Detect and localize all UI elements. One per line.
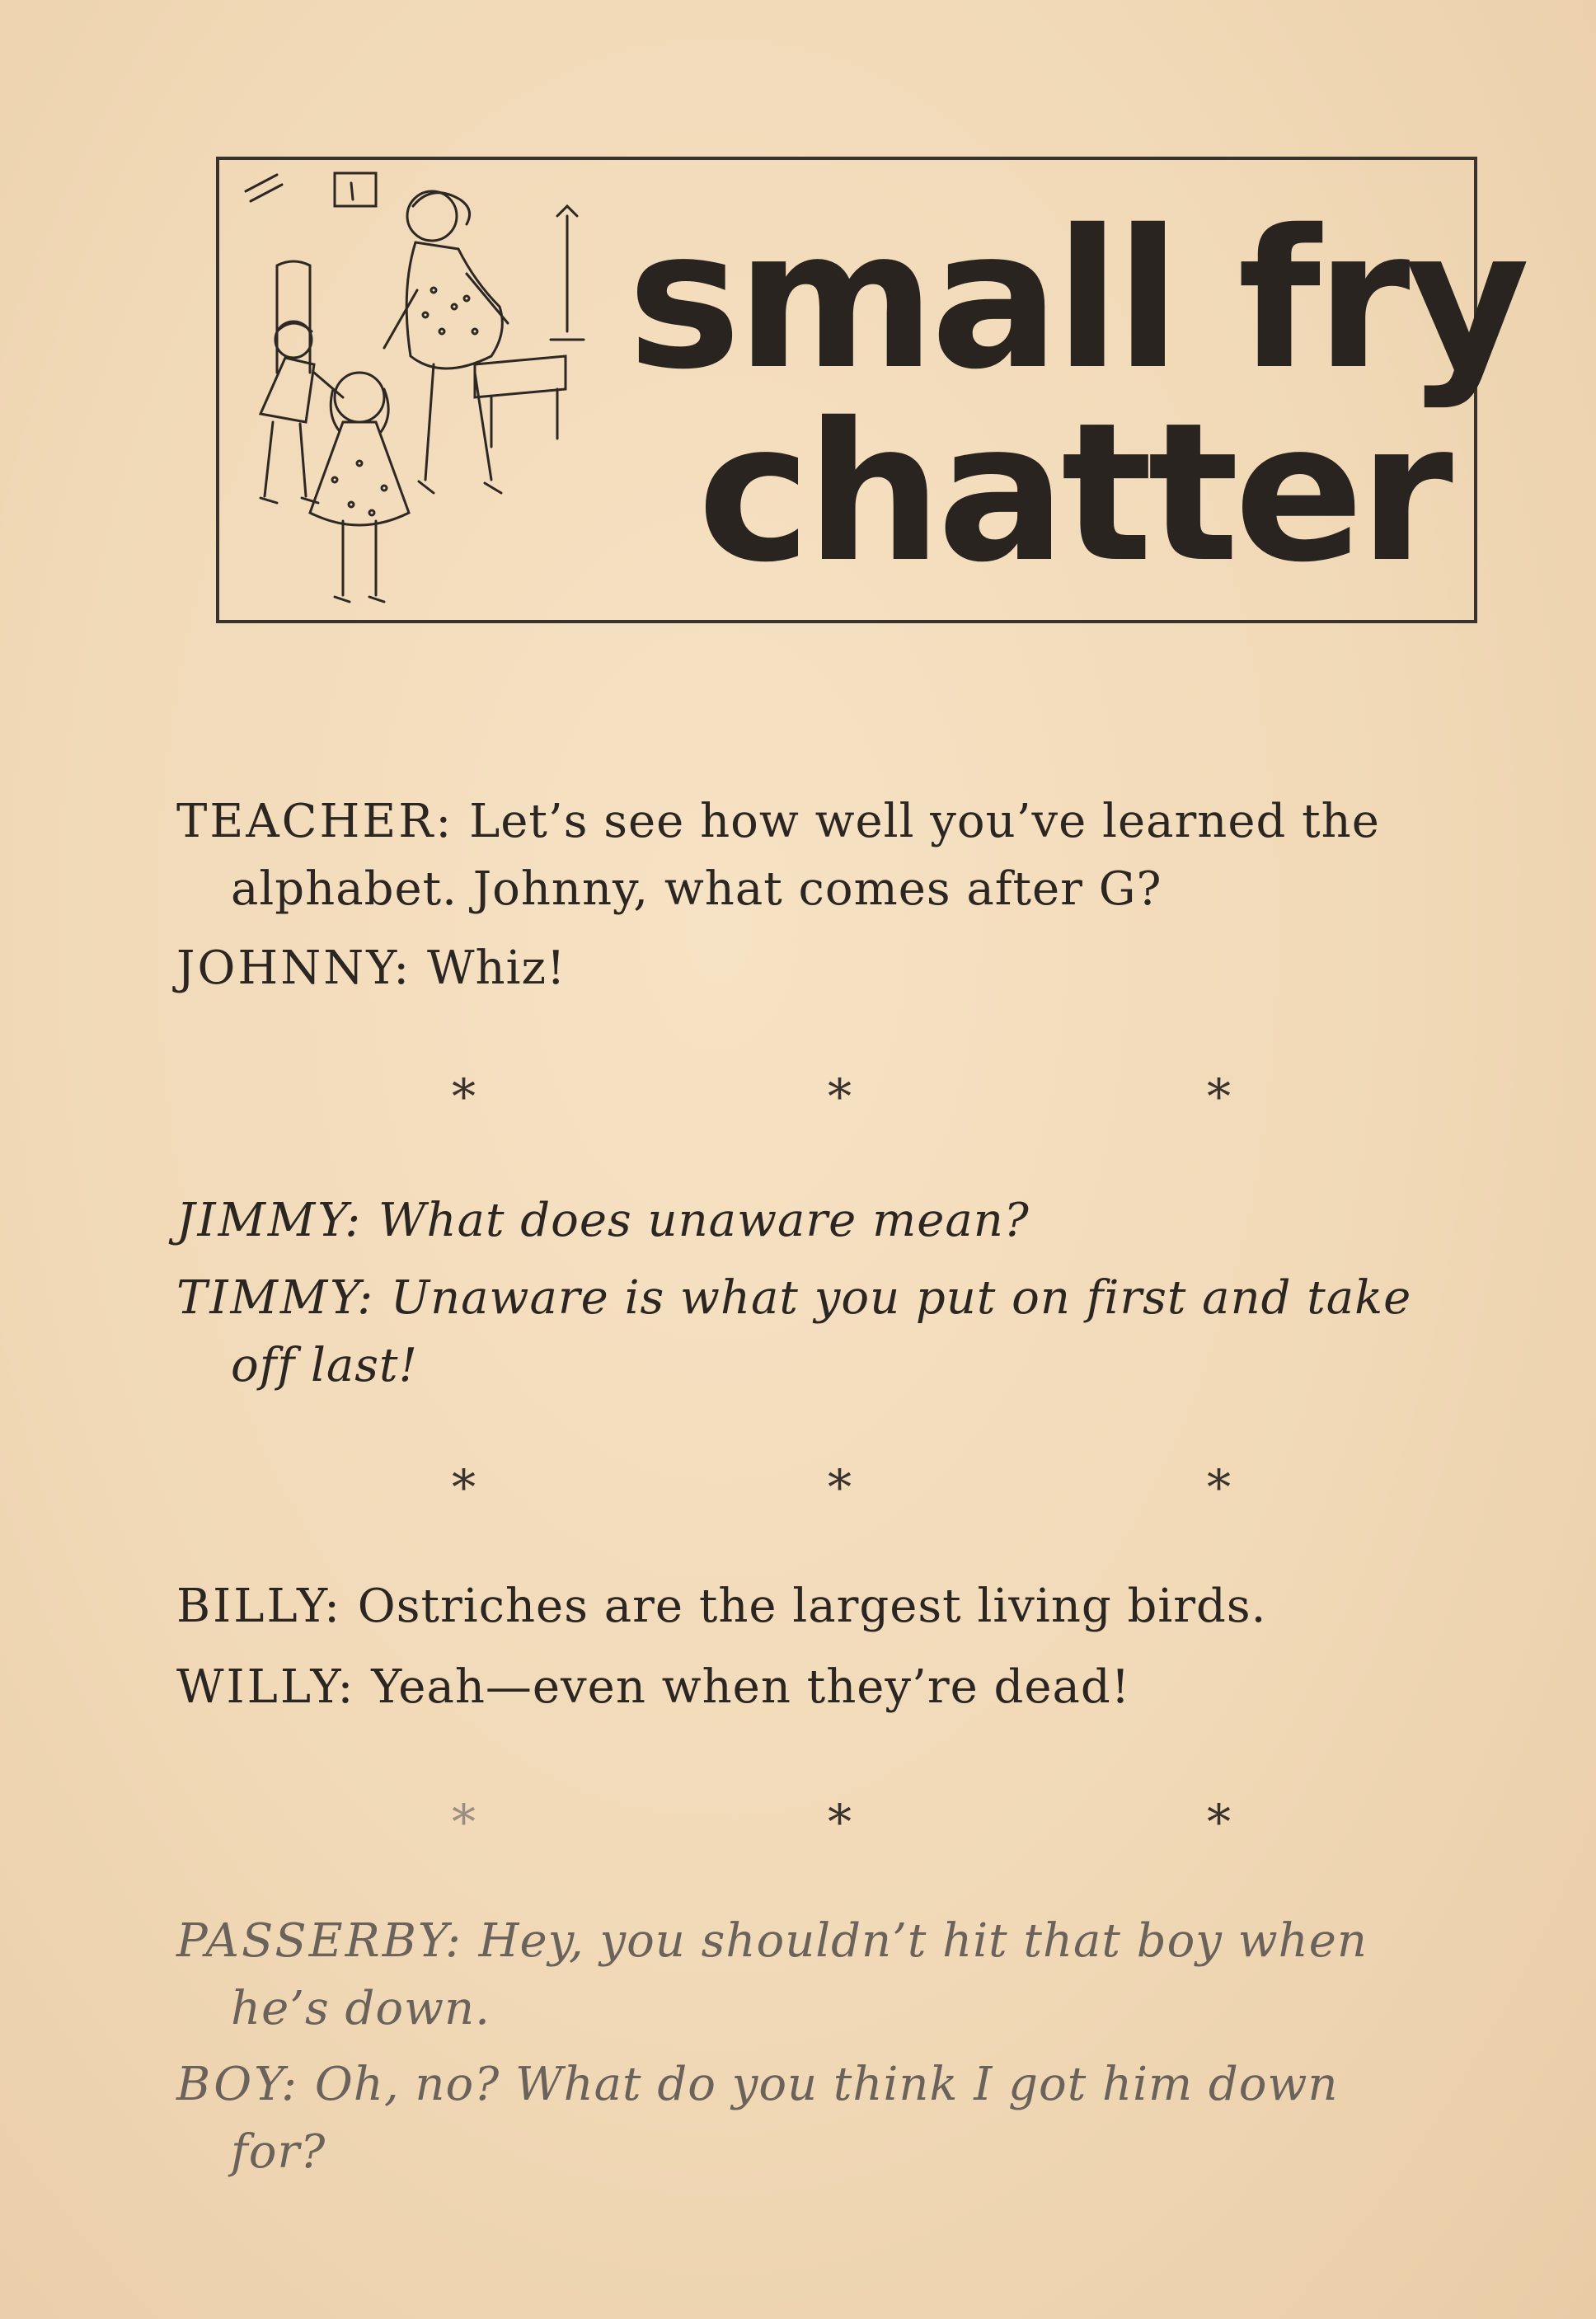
speaker-label: PASSERBY: — [176, 1914, 463, 1968]
dialog-line — [176, 1908, 1520, 1975]
speaker-label: TIMMY: — [176, 1271, 376, 1325]
dialog-text: What does unaware mean? — [378, 1194, 1030, 1247]
family-illustration — [228, 167, 615, 618]
separator-star: * — [828, 1794, 852, 1850]
dialog-line — [176, 788, 1520, 856]
dialog-line — [176, 1265, 1520, 1332]
dialog-continuation: he’s down. — [231, 1982, 491, 2035]
dialog-line — [176, 1187, 1520, 1255]
separator-row — [0, 1068, 1596, 1134]
joke-teacher-johnny — [176, 788, 1520, 1002]
separator-star: * — [1207, 1794, 1231, 1850]
dialog-text: Oh, no? What do you think I got him down — [314, 2058, 1339, 2111]
dialog-line — [176, 1573, 1520, 1641]
dialog-text: Yeah—even when they’re dead! — [371, 1660, 1131, 1714]
separator-row — [0, 1459, 1596, 1525]
dialog-text: Whiz! — [426, 941, 566, 995]
speaker-label: BOY: — [176, 2058, 300, 2111]
separator-star: * — [828, 1068, 852, 1124]
separator-row — [0, 1794, 1596, 1860]
joke-passerby-boy — [176, 1908, 1520, 2186]
speaker-label: JOHNNY: — [176, 941, 412, 995]
separator-star: * — [828, 1459, 852, 1515]
dialog-line — [176, 935, 1520, 1002]
speaker-label: WILLY: — [176, 1660, 356, 1714]
separator-star: * — [452, 1794, 476, 1850]
dialog-line — [176, 1654, 1520, 1721]
dialog-text: Let’s see how well you’ve learned the — [469, 795, 1380, 848]
speaker-label: BILLY: — [176, 1580, 342, 1633]
title-line-1: small fry — [627, 189, 1525, 411]
dialog-continuation: for? — [231, 2125, 326, 2179]
dialog-line — [176, 2051, 1520, 2119]
dialog-text: Unaware is what you put on first and take — [390, 1271, 1412, 1325]
dialog-text: Ostriches are the largest living birds. — [357, 1580, 1267, 1633]
speaker-label: TEACHER: — [176, 795, 454, 848]
separator-star: * — [452, 1068, 476, 1124]
dialog-continuation: alphabet. Johnny, what comes after G? — [231, 862, 1162, 916]
dialog-continuation: off last! — [231, 1339, 419, 1392]
title-line-2: chatter — [697, 382, 1448, 604]
joke-jimmy-timmy — [176, 1187, 1520, 1400]
separator-star: * — [452, 1459, 476, 1515]
separator-star: * — [1207, 1459, 1231, 1515]
speaker-label: JIMMY: — [176, 1194, 364, 1247]
joke-billy-willy — [176, 1573, 1520, 1721]
header-box — [216, 157, 1525, 623]
dialog-text: Hey, you shouldn’t hit that boy when — [478, 1914, 1368, 1968]
separator-star: * — [1207, 1068, 1231, 1124]
